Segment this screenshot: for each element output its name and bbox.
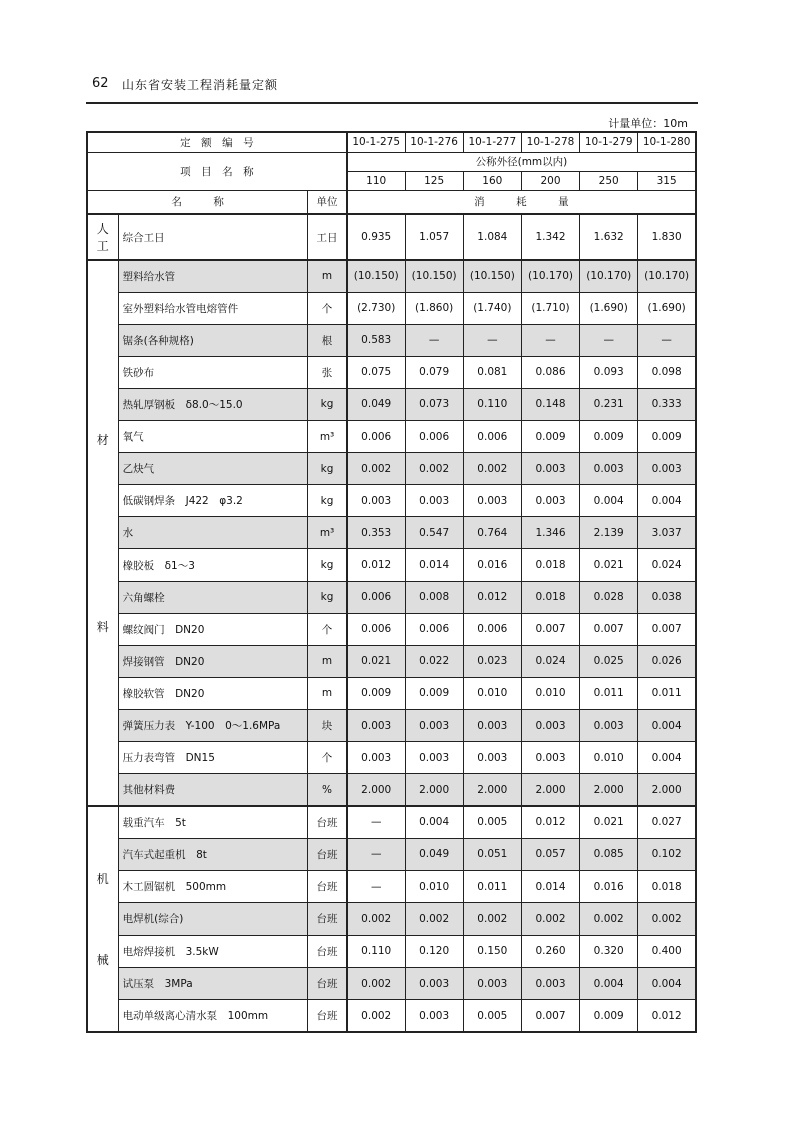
consumption-value: 0.003 <box>580 453 638 485</box>
item-name: 铁砂布 <box>118 356 308 388</box>
consumption-value: 0.002 <box>405 903 463 935</box>
consumption-value: 0.006 <box>347 613 405 645</box>
consumption-value: — <box>463 324 521 356</box>
consumption-value: 0.004 <box>638 485 696 517</box>
consumption-value: 1.346 <box>521 517 579 549</box>
item-name: 塑料给水管 <box>118 260 308 292</box>
item-unit: kg <box>308 581 347 613</box>
item-name: 试压泵 3MPa <box>118 967 308 999</box>
category-cell <box>87 806 118 1032</box>
consumption-value: 0.003 <box>405 967 463 999</box>
consumption-value: 0.003 <box>463 710 521 742</box>
consumption-value: 0.010 <box>580 742 638 774</box>
table-row <box>87 581 696 613</box>
quota-number: 10-1-279 <box>580 132 638 152</box>
consumption-value: 0.003 <box>405 485 463 517</box>
consumption-value: 0.002 <box>347 453 405 485</box>
consumption-value: 0.011 <box>638 677 696 709</box>
consumption-value: 0.002 <box>521 903 579 935</box>
consumption-value: 0.003 <box>521 485 579 517</box>
consumption-value: 0.027 <box>638 806 696 838</box>
consumption-value: 0.764 <box>463 517 521 549</box>
consumption-value: 1.084 <box>463 214 521 260</box>
item-unit: 个 <box>308 613 347 645</box>
quota-number-row <box>87 132 696 152</box>
item-unit: kg <box>308 388 347 420</box>
item-unit: kg <box>308 453 347 485</box>
quota-number-label: 定 额 编 号 <box>87 132 347 152</box>
item-unit: 台班 <box>308 838 347 870</box>
item-unit: m³ <box>308 517 347 549</box>
consumption-value: 2.000 <box>638 774 696 806</box>
consumption-value: 0.098 <box>638 356 696 388</box>
consumption-value: 0.003 <box>347 742 405 774</box>
consumption-value: 0.081 <box>463 356 521 388</box>
category-char: 料 <box>96 620 109 634</box>
item-unit: m <box>308 677 347 709</box>
consumption-value: 0.012 <box>638 1000 696 1032</box>
consumption-value: 3.037 <box>638 517 696 549</box>
item-name: 焊接钢管 DN20 <box>118 645 308 677</box>
consumption-value: — <box>521 324 579 356</box>
consumption-value: 0.003 <box>405 710 463 742</box>
consumption-value: 2.139 <box>580 517 638 549</box>
consumption-value: 0.003 <box>463 967 521 999</box>
consumption-value: 0.003 <box>521 967 579 999</box>
diameter-value: 160 <box>463 171 521 190</box>
table-row <box>87 645 696 677</box>
consumption-value: 0.002 <box>347 903 405 935</box>
consumption-value: (1.860) <box>405 292 463 324</box>
consumption-value: 0.010 <box>463 677 521 709</box>
consumption-value: 1.632 <box>580 214 638 260</box>
consumption-value: 0.148 <box>521 388 579 420</box>
item-name: 螺纹阀门 DN20 <box>118 613 308 645</box>
item-unit: 块 <box>308 710 347 742</box>
consumption-value: 2.000 <box>405 774 463 806</box>
item-name: 电焊机(综合) <box>118 903 308 935</box>
consumption-value: 0.002 <box>463 453 521 485</box>
consumption-value: (10.150) <box>463 260 521 292</box>
consumption-value: 0.006 <box>347 581 405 613</box>
category-char: 机 <box>96 872 109 887</box>
consumption-value: 0.012 <box>521 806 579 838</box>
consumption-value: 0.012 <box>347 549 405 581</box>
consumption-value: 0.004 <box>580 967 638 999</box>
consumption-value: — <box>347 806 405 838</box>
consumption-value: 0.400 <box>638 935 696 967</box>
consumption-value: 0.004 <box>638 742 696 774</box>
consumption-value: 0.021 <box>580 549 638 581</box>
consumption-value: 0.014 <box>405 549 463 581</box>
consumption-value: 0.547 <box>405 517 463 549</box>
consumption-value: 0.003 <box>463 742 521 774</box>
item-name: 弹簧压力表 Y-100 0～1.6MPa <box>118 710 308 742</box>
consumption-value: 0.102 <box>638 838 696 870</box>
consumption-value: 0.079 <box>405 356 463 388</box>
consumption-value: 0.004 <box>405 806 463 838</box>
table-row <box>87 774 696 806</box>
consumption-value: — <box>638 324 696 356</box>
table-row <box>87 356 696 388</box>
consumption-value: 0.150 <box>463 935 521 967</box>
table-row <box>87 838 696 870</box>
consumption-value: 0.024 <box>521 645 579 677</box>
consumption-value: 2.000 <box>580 774 638 806</box>
diameter-value: 125 <box>405 171 463 190</box>
diameter-value: 110 <box>347 171 405 190</box>
item-unit: 张 <box>308 356 347 388</box>
consumption-value: 0.073 <box>405 388 463 420</box>
table-row <box>87 935 696 967</box>
diameter-value: 200 <box>521 171 579 190</box>
category-char: 械 <box>96 952 109 967</box>
consumption-value: 0.049 <box>347 388 405 420</box>
item-name: 低碳钢焊条 J422 φ3.2 <box>118 485 308 517</box>
consumption-value: (2.730) <box>347 292 405 324</box>
page-number: 62 <box>92 76 109 91</box>
item-unit: 台班 <box>308 871 347 903</box>
consumption-value: 0.024 <box>638 549 696 581</box>
consumption-value: 0.002 <box>638 903 696 935</box>
table-row <box>87 677 696 709</box>
consumption-value: 0.009 <box>580 421 638 453</box>
consumption-value: 0.026 <box>638 645 696 677</box>
consumption-value: 0.007 <box>638 613 696 645</box>
table-row <box>87 517 696 549</box>
consumption-value: 0.004 <box>580 485 638 517</box>
consumption-value: 1.057 <box>405 214 463 260</box>
consumption-label: 消 耗 量 <box>347 190 696 214</box>
consumption-value: 0.002 <box>347 1000 405 1032</box>
consumption-value: 0.016 <box>463 549 521 581</box>
consumption-value: 0.006 <box>463 421 521 453</box>
consumption-value: (1.690) <box>580 292 638 324</box>
consumption-value: 0.006 <box>463 613 521 645</box>
consumption-value: 0.003 <box>580 710 638 742</box>
item-name: 其他材料费 <box>118 774 308 806</box>
consumption-value: 0.003 <box>638 453 696 485</box>
item-name: 汽车式起重机 8t <box>118 838 308 870</box>
item-unit: kg <box>308 549 347 581</box>
item-name: 锯条(各种规格) <box>118 324 308 356</box>
table-row <box>87 742 696 774</box>
consumption-value: — <box>405 324 463 356</box>
item-unit: % <box>308 774 347 806</box>
quota-number: 10-1-278 <box>521 132 579 152</box>
consumption-value: 0.002 <box>347 967 405 999</box>
consumption-value: 0.010 <box>405 871 463 903</box>
consumption-value: 0.021 <box>580 806 638 838</box>
consumption-value: 0.009 <box>405 677 463 709</box>
item-name: 热轧厚钢板 δ8.0～15.0 <box>118 388 308 420</box>
consumption-value: 0.075 <box>347 356 405 388</box>
col-unit-label: 单位 <box>308 190 347 214</box>
item-name: 水 <box>118 517 308 549</box>
consumption-value: — <box>347 871 405 903</box>
consumption-value: 0.018 <box>638 871 696 903</box>
diameter-label-row <box>87 152 696 171</box>
item-name: 综合工日 <box>118 214 308 260</box>
table-row <box>87 214 696 260</box>
item-unit: 个 <box>308 292 347 324</box>
consumption-value: 0.583 <box>347 324 405 356</box>
diameter-value: 315 <box>638 171 696 190</box>
consumption-value: 0.011 <box>580 677 638 709</box>
consumption-value: (10.150) <box>347 260 405 292</box>
category-char: 材 <box>96 433 109 447</box>
consumption-value: 0.022 <box>405 645 463 677</box>
consumption-value: 0.333 <box>638 388 696 420</box>
consumption-value: 0.021 <box>347 645 405 677</box>
table-row <box>87 710 696 742</box>
consumption-value: 0.004 <box>638 710 696 742</box>
consumption-value: 0.007 <box>580 613 638 645</box>
consumption-value: 0.003 <box>521 453 579 485</box>
unit-note: 计量单位：10m <box>608 117 688 130</box>
consumption-value: 0.231 <box>580 388 638 420</box>
item-unit: m³ <box>308 421 347 453</box>
column-header-row <box>87 190 696 214</box>
consumption-value: 0.009 <box>521 421 579 453</box>
category-cell <box>87 214 118 260</box>
consumption-value: (10.150) <box>405 260 463 292</box>
diameter-value: 250 <box>580 171 638 190</box>
item-name: 电动单级离心清水泵 100mm <box>118 1000 308 1032</box>
table-row <box>87 967 696 999</box>
item-unit: 根 <box>308 324 347 356</box>
consumption-value: 0.003 <box>347 710 405 742</box>
table-row <box>87 549 696 581</box>
consumption-value: 0.051 <box>463 838 521 870</box>
consumption-value: (10.170) <box>521 260 579 292</box>
item-unit: m <box>308 645 347 677</box>
consumption-value: 0.320 <box>580 935 638 967</box>
consumption-value: 0.085 <box>580 838 638 870</box>
item-name: 电熔焊接机 3.5kW <box>118 935 308 967</box>
consumption-value: 0.018 <box>521 549 579 581</box>
consumption-value: 2.000 <box>347 774 405 806</box>
consumption-value: 2.000 <box>463 774 521 806</box>
consumption-value: (1.690) <box>638 292 696 324</box>
consumption-value: 0.260 <box>521 935 579 967</box>
consumption-value: 0.007 <box>521 613 579 645</box>
table-row <box>87 453 696 485</box>
consumption-value: 0.002 <box>463 903 521 935</box>
consumption-value: 0.353 <box>347 517 405 549</box>
consumption-value: 0.011 <box>463 871 521 903</box>
consumption-value: 0.007 <box>521 1000 579 1032</box>
item-name: 橡胶板 δ1～3 <box>118 549 308 581</box>
consumption-value: 0.009 <box>347 677 405 709</box>
consumption-value: 0.935 <box>347 214 405 260</box>
consumption-value: 0.003 <box>463 485 521 517</box>
item-name: 室外塑料给水管电熔管件 <box>118 292 308 324</box>
quota-number: 10-1-280 <box>638 132 696 152</box>
book-title: 山东省安装工程消耗量定额 <box>122 78 279 92</box>
consumption-value: 1.342 <box>521 214 579 260</box>
item-name: 乙炔气 <box>118 453 308 485</box>
consumption-value: 0.006 <box>405 421 463 453</box>
consumption-value: 0.086 <box>521 356 579 388</box>
table-row <box>87 485 696 517</box>
item-unit: m <box>308 260 347 292</box>
table-row <box>87 324 696 356</box>
table-row <box>87 292 696 324</box>
consumption-value: 1.830 <box>638 214 696 260</box>
category-char: 人 <box>96 222 109 236</box>
consumption-value: (1.740) <box>463 292 521 324</box>
table-row <box>87 260 696 292</box>
consumption-value: (1.710) <box>521 292 579 324</box>
consumption-value: 0.093 <box>580 356 638 388</box>
table-row <box>87 1000 696 1032</box>
consumption-value: 0.110 <box>463 388 521 420</box>
consumption-value: — <box>580 324 638 356</box>
consumption-value: 0.003 <box>347 485 405 517</box>
consumption-value: 0.014 <box>521 871 579 903</box>
consumption-value: 0.049 <box>405 838 463 870</box>
consumption-value: 0.018 <box>521 581 579 613</box>
item-name: 氧气 <box>118 421 308 453</box>
consumption-value: 0.006 <box>347 421 405 453</box>
consumption-value: 0.003 <box>405 742 463 774</box>
consumption-value: 0.006 <box>405 613 463 645</box>
item-unit: kg <box>308 485 347 517</box>
quota-number: 10-1-277 <box>463 132 521 152</box>
page-header <box>86 74 698 104</box>
col-name-label: 名 称 <box>87 190 308 214</box>
item-unit: 台班 <box>308 935 347 967</box>
item-name: 压力表弯管 DN15 <box>118 742 308 774</box>
consumption-value: 2.000 <box>521 774 579 806</box>
item-unit: 个 <box>308 742 347 774</box>
item-name: 橡胶软管 DN20 <box>118 677 308 709</box>
item-unit: 台班 <box>308 903 347 935</box>
consumption-value: 0.003 <box>521 710 579 742</box>
item-name-label: 项 目 名 称 <box>87 152 347 190</box>
table-row <box>87 871 696 903</box>
consumption-value: 0.009 <box>638 421 696 453</box>
consumption-value: 0.003 <box>405 1000 463 1032</box>
table-row <box>87 613 696 645</box>
consumption-value: 0.002 <box>405 453 463 485</box>
consumption-value: 0.025 <box>580 645 638 677</box>
consumption-value: 0.120 <box>405 935 463 967</box>
category-char: 工 <box>96 239 109 253</box>
consumption-value: 0.005 <box>463 806 521 838</box>
item-unit: 台班 <box>308 1000 347 1032</box>
diameter-label: 公称外径(mm以内) <box>347 152 696 171</box>
consumption-value: (10.170) <box>638 260 696 292</box>
consumption-value: 0.057 <box>521 838 579 870</box>
consumption-value: 0.012 <box>463 581 521 613</box>
quota-number: 10-1-275 <box>347 132 405 152</box>
consumption-value: 0.010 <box>521 677 579 709</box>
consumption-value: 0.003 <box>521 742 579 774</box>
consumption-value: 0.023 <box>463 645 521 677</box>
consumption-value: 0.028 <box>580 581 638 613</box>
consumption-value: 0.004 <box>638 967 696 999</box>
table-row <box>87 903 696 935</box>
table-row <box>87 421 696 453</box>
item-name: 六角螺栓 <box>118 581 308 613</box>
quota-number: 10-1-276 <box>405 132 463 152</box>
item-name: 载重汽车 5t <box>118 806 308 838</box>
consumption-value: 0.038 <box>638 581 696 613</box>
item-unit: 工日 <box>308 214 347 260</box>
category-cell <box>87 260 118 806</box>
consumption-value: (10.170) <box>580 260 638 292</box>
item-unit: 台班 <box>308 806 347 838</box>
consumption-value: 0.110 <box>347 935 405 967</box>
consumption-value: 0.008 <box>405 581 463 613</box>
table-row <box>87 388 696 420</box>
consumption-value: 0.005 <box>463 1000 521 1032</box>
consumption-value: 0.016 <box>580 871 638 903</box>
consumption-value: 0.009 <box>580 1000 638 1032</box>
consumption-value: 0.002 <box>580 903 638 935</box>
consumption-value: — <box>347 838 405 870</box>
item-unit: 台班 <box>308 967 347 999</box>
quota-table <box>86 131 697 1033</box>
table-row <box>87 806 696 838</box>
item-name: 木工圆锯机 500mm <box>118 871 308 903</box>
